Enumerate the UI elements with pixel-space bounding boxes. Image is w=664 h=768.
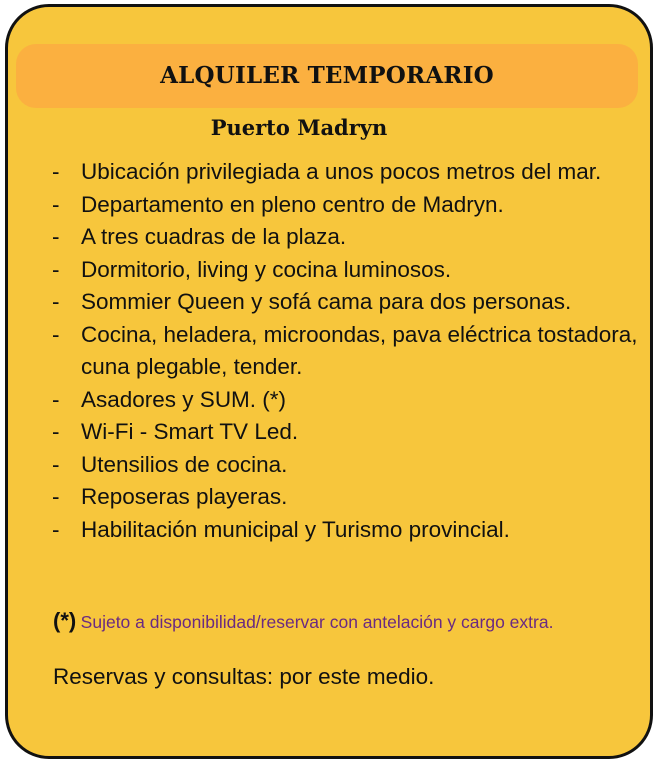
list-dash: - — [52, 484, 60, 509]
list-dash: - — [52, 191, 60, 217]
list-item — [52, 449, 642, 482]
list-item — [52, 384, 642, 417]
list-item — [52, 481, 642, 514]
list-dash: - — [52, 386, 60, 412]
list-item — [52, 254, 642, 287]
list-item — [52, 416, 642, 449]
list-item — [52, 286, 642, 319]
note-text: Sujeto a disponibilidad/reservar con antelación y cargo extra. — [80, 612, 554, 632]
list-item — [52, 221, 642, 254]
list-item-text: Asadores y SUM. (*) — [81, 386, 287, 412]
list-dash: - — [52, 321, 60, 347]
list-item-text: Reposeras playeras. — [81, 484, 288, 509]
contact-line: Reservas y consultas: por este medio. — [53, 664, 435, 689]
list-dash: - — [52, 451, 60, 477]
list-item — [52, 514, 642, 547]
list-item — [52, 189, 642, 222]
list-dash: - — [52, 159, 60, 184]
list-item-text: Dormitorio, living y cocina luminosos. — [81, 256, 452, 282]
list-item-text: Utensilios de cocina. — [81, 451, 288, 477]
list-item-text: Ubicación privilegiada a unos pocos metros del mar. — [81, 159, 602, 184]
list-item-text: Sommier Queen y sofá cama para dos personas. — [81, 289, 572, 314]
list-item-text: A tres cuadras de la plaza. — [81, 224, 347, 249]
list-dash: - — [52, 516, 60, 542]
note-marker: (*) — [53, 608, 77, 633]
location-subtitle: Puerto Madryn — [210, 115, 388, 140]
list-dash: - — [52, 224, 60, 249]
page-title: ALQUILER TEMPORARIO — [160, 62, 494, 89]
list-dash: - — [52, 256, 60, 282]
list-item-text: Wi-Fi - Smart TV Led. — [81, 419, 299, 444]
availability-note — [53, 610, 623, 635]
list-item-text: Habilitación municipal y Turismo provincial. — [81, 516, 510, 542]
list-item-text: Cocina, heladera, microondas, pava eléctrica tostadora, cuna plegable, tender. — [81, 321, 638, 379]
list-item — [52, 319, 642, 384]
list-dash: - — [52, 419, 60, 444]
features-list — [52, 156, 642, 546]
list-item — [52, 156, 642, 189]
list-item-text: Departamento en pleno centro de Madryn. — [81, 191, 504, 217]
list-dash: - — [52, 289, 60, 314]
